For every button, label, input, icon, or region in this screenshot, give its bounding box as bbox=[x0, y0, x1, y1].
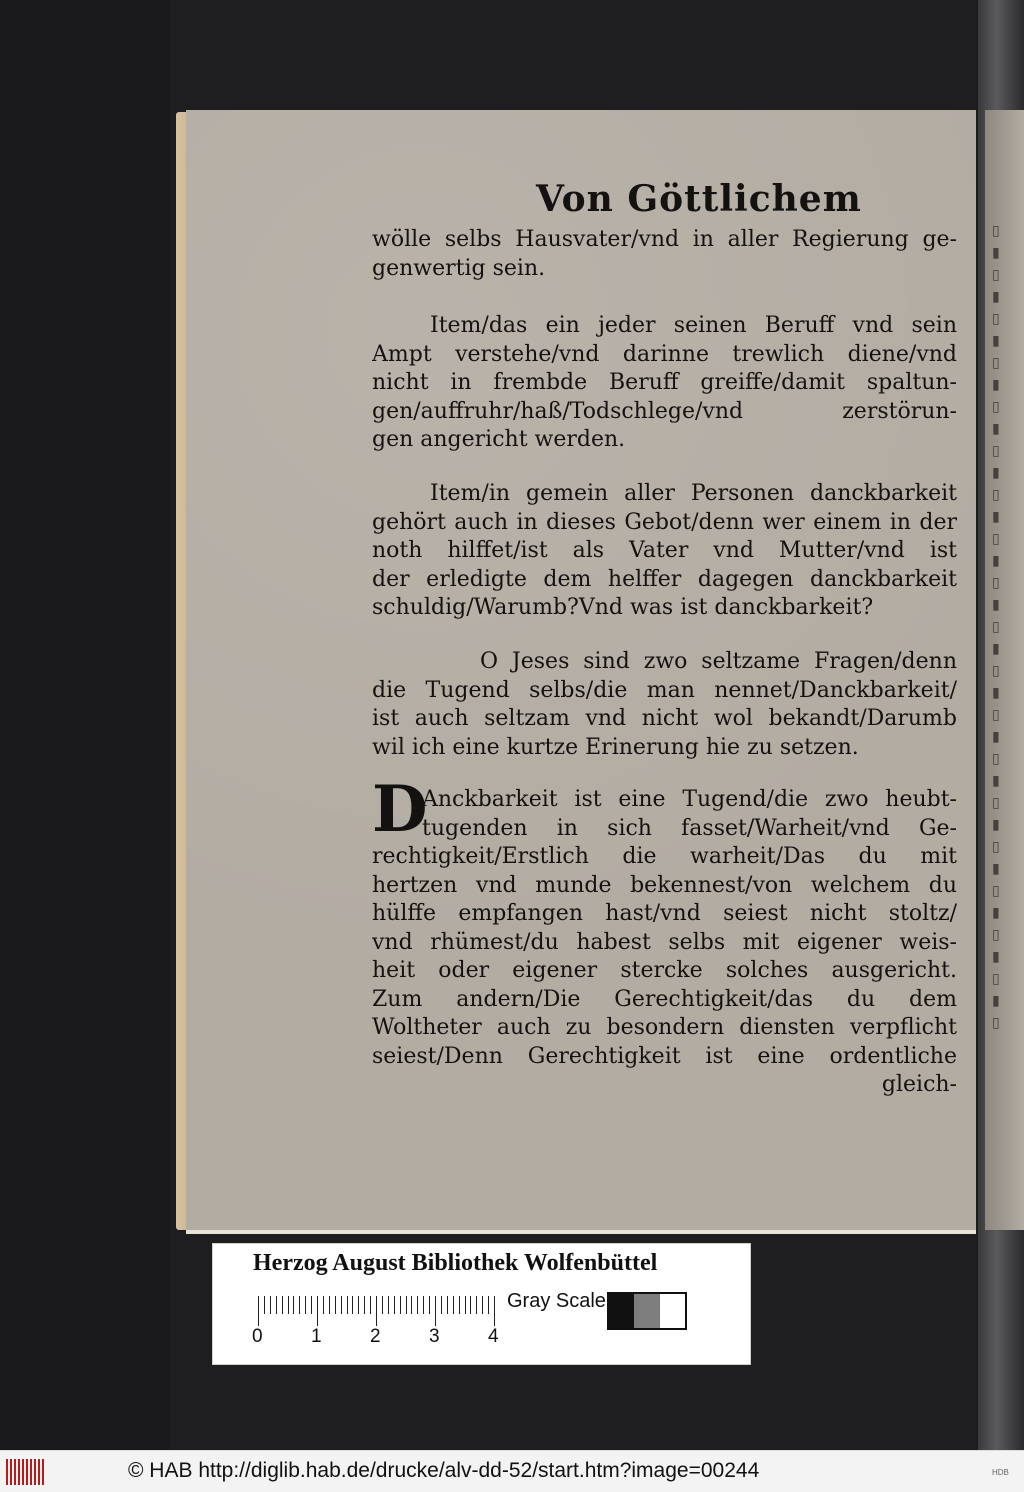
ruler-tick bbox=[335, 1296, 336, 1314]
ruler-tick bbox=[417, 1296, 418, 1314]
ruler-tick bbox=[317, 1296, 318, 1326]
ruler-tick bbox=[488, 1296, 489, 1314]
ruler-tick bbox=[347, 1296, 348, 1314]
ruler-tick bbox=[305, 1296, 306, 1314]
text-line: gen/auffruhr/haß/Todschlege/vnd zerstörun- bbox=[372, 398, 957, 424]
ruler-tick bbox=[406, 1296, 407, 1314]
text-line: noth hilffet/ist als Vater vnd Mutter/vnd ist bbox=[372, 538, 957, 563]
ruler-tick bbox=[299, 1296, 300, 1314]
ruler-tick bbox=[447, 1296, 448, 1314]
gray-swatch bbox=[660, 1294, 685, 1328]
ruler-tick bbox=[459, 1296, 460, 1314]
text-line: wölle selbs Hausvater/vnd in aller Regierung ge- bbox=[372, 227, 957, 252]
text-line: Woltheter auch zu besondern diensten verpflicht bbox=[372, 1015, 957, 1040]
ruler-tick bbox=[441, 1296, 442, 1314]
ruler-tick bbox=[429, 1296, 430, 1314]
text-line: Anckbarkeit ist eine Tugend/die zwo heubt- bbox=[422, 787, 957, 812]
ruler-number: 4 bbox=[488, 1326, 499, 1347]
paragraph-4 bbox=[372, 648, 957, 762]
ruler-tick bbox=[352, 1296, 353, 1314]
text-line: Zum andern/Die Gerechtigkeit/das du dem bbox=[372, 986, 957, 1012]
text-line: gen angericht werden. bbox=[372, 427, 626, 452]
ruler-number: 1 bbox=[311, 1326, 322, 1347]
ruler-tick bbox=[341, 1296, 342, 1314]
ruler-tick bbox=[370, 1296, 371, 1314]
ruler-tick bbox=[376, 1296, 377, 1326]
ruler-tick bbox=[258, 1296, 259, 1326]
paragraph-3 bbox=[372, 480, 957, 623]
library-color-card bbox=[212, 1243, 751, 1365]
footer-citation: © HAB http://diglib.hab.de/drucke/alv-dd-52/start.htm?image=00244 bbox=[128, 1459, 760, 1482]
ruler-tick bbox=[276, 1296, 277, 1314]
facing-page-edge-text: ▯ ▮ ▯ ▮ ▯ ▮ ▯ ▮ ▯ ▮ ▯ ▮ ▯ ▮ ▯ ▮ ▯ ▮ ▯ ▮ ▯ ▮ ▯ ▮ ▯ ▮ ▯ ▮ ▯ ▮ ▯ ▮ ▯ ▮ ▯ ▮ ▯ bbox=[992, 223, 1001, 1031]
text-line: wil ich eine kurtze Erinerung hie zu setzen. bbox=[372, 734, 859, 760]
ruler-tick bbox=[453, 1296, 454, 1314]
text-line: seiest/Denn Gerechtigkeit ist eine ordentliche bbox=[372, 1043, 957, 1069]
ruler-tick bbox=[388, 1296, 389, 1314]
text-line: hülffe empfangen hast/vnd seiest nicht stoltz/ bbox=[372, 901, 957, 926]
ruler-tick bbox=[400, 1296, 401, 1314]
text-line: gehört auch in dieses Gebot/denn wer einem in der bbox=[372, 509, 957, 535]
ruler-number: 3 bbox=[429, 1326, 440, 1347]
ruler-tick bbox=[293, 1296, 294, 1314]
text-line: tugenden in sich fasset/Warheit/vnd Ge- bbox=[422, 815, 957, 841]
paragraph-5 bbox=[372, 786, 957, 1100]
ruler-number: 2 bbox=[370, 1326, 381, 1347]
ruler-tick bbox=[494, 1296, 495, 1326]
page-heading: Von Göttlichem bbox=[536, 178, 862, 220]
gray-swatch bbox=[609, 1294, 634, 1328]
hab-logo-icon bbox=[6, 1459, 44, 1485]
ruler-tick bbox=[364, 1296, 365, 1314]
text-line: Item/in gemein aller Personen danckbarkeit bbox=[430, 481, 957, 506]
ruler-tick bbox=[282, 1296, 283, 1314]
ruler-tick bbox=[482, 1296, 483, 1314]
ruler-tick bbox=[476, 1296, 477, 1314]
text-line: nicht in frembde Beruff greiffe/damit spaltun- bbox=[372, 370, 957, 395]
card-title: Herzog August Bibliothek Wolfenbüttel bbox=[253, 1250, 658, 1276]
ruler-tick bbox=[311, 1296, 312, 1314]
ruler-number: 0 bbox=[252, 1326, 263, 1347]
ruler-tick bbox=[264, 1296, 265, 1314]
ruler-tick bbox=[470, 1296, 471, 1314]
text-line: ist auch seltzam vnd nicht wol bekandt/Darumb bbox=[372, 706, 957, 731]
text-line: der erledigte dem helffer dagegen danckbarkeit bbox=[372, 566, 957, 592]
text-line: die Tugend selbs/die man nennet/Danckbarkeit/ bbox=[372, 677, 957, 703]
ruler-tick bbox=[329, 1296, 330, 1314]
ruler-tick bbox=[382, 1296, 383, 1314]
gray-swatch bbox=[634, 1294, 659, 1328]
paragraph-2 bbox=[372, 312, 957, 455]
gray-scale-swatches bbox=[607, 1292, 687, 1330]
ruler-tick bbox=[465, 1296, 466, 1314]
footer-bar bbox=[0, 1450, 1024, 1492]
left-board bbox=[0, 0, 170, 1450]
footer-mark: HDB bbox=[992, 1468, 1009, 1477]
text-line: rechtigkeit/Erstlich die warheit/Das du mit bbox=[372, 844, 957, 869]
text-line: Item/das ein jeder seinen Beruff vnd sein bbox=[430, 313, 957, 338]
text-line: heit oder eigener stercke solches ausgericht. bbox=[372, 958, 957, 983]
ruler-tick bbox=[288, 1296, 289, 1314]
ruler-tick bbox=[358, 1296, 359, 1314]
text-line: genwertig sein. bbox=[372, 255, 546, 281]
ruler-tick bbox=[423, 1296, 424, 1314]
ruler-tick bbox=[270, 1296, 271, 1314]
text-line: O Jeses sind zwo seltzame Fragen/denn bbox=[480, 649, 957, 674]
text-line: vnd rhümest/du habest selbs mit eigener weis- bbox=[372, 929, 957, 955]
text-line: schuldig/Warumb?Vnd was ist danckbarkeit? bbox=[372, 595, 874, 620]
text-line: hertzen vnd munde bekennest/von welchem du bbox=[372, 872, 957, 898]
catchword: gleich- bbox=[881, 1072, 957, 1097]
paragraph-1 bbox=[372, 226, 957, 283]
ruler-tick bbox=[323, 1296, 324, 1314]
gray-scale-label: Gray Scale bbox=[507, 1290, 606, 1312]
ruler-tick bbox=[394, 1296, 395, 1314]
ruler-tick bbox=[411, 1296, 412, 1314]
text-line: Ampt verstehe/vnd darinne trewlich diene/vnd bbox=[372, 341, 957, 367]
ruler-tick bbox=[435, 1296, 436, 1326]
decorated-initial: D bbox=[372, 772, 428, 847]
